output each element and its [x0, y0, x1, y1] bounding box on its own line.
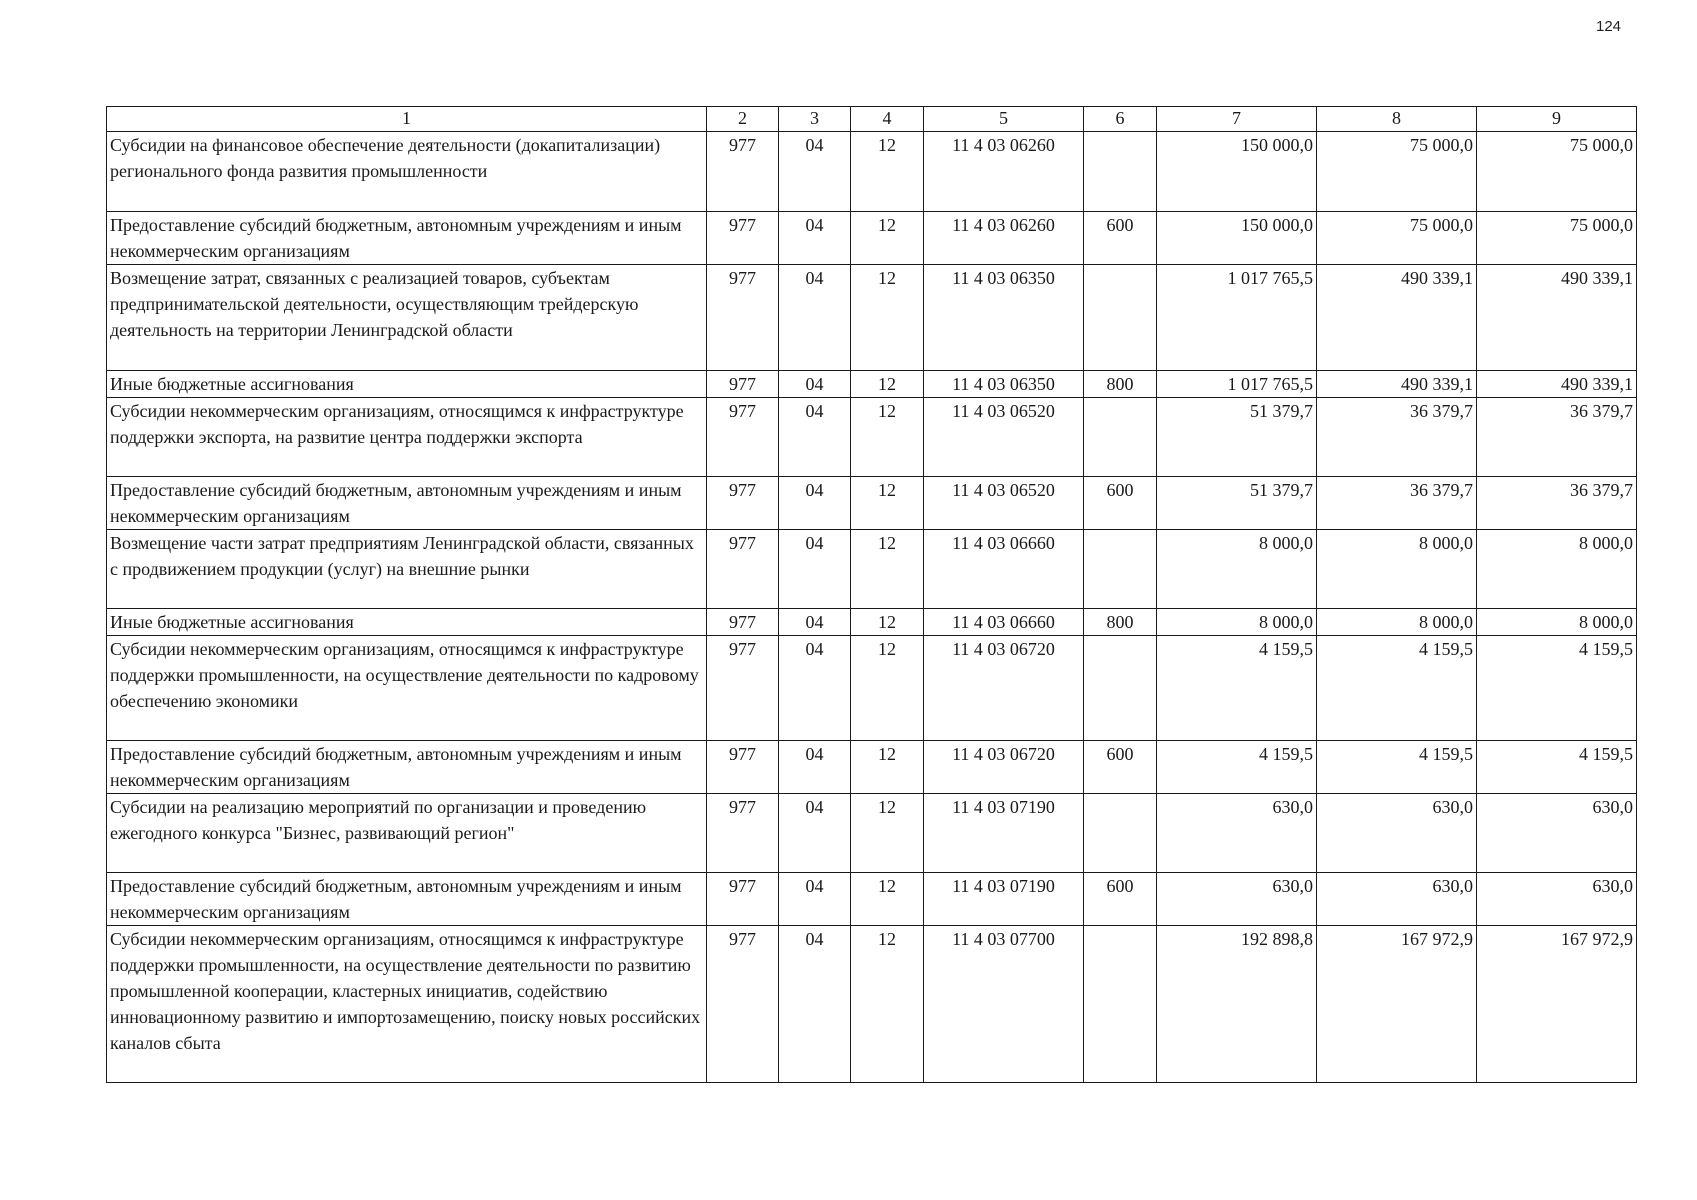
column-header: 1	[107, 107, 707, 132]
row-expense-type	[1084, 530, 1157, 609]
row-target-code: 11 4 03 06350	[924, 265, 1084, 371]
row-ministry-code: 977	[707, 132, 779, 212]
row-expense-type	[1084, 398, 1157, 477]
row-target-code: 11 4 03 06260	[924, 132, 1084, 212]
row-target-code: 11 4 03 06350	[924, 371, 1084, 398]
row-section-code: 04	[779, 794, 851, 873]
column-header: 6	[1084, 107, 1157, 132]
row-amount-col8: 36 379,7	[1317, 398, 1477, 477]
table-row	[107, 212, 1637, 265]
row-amount-col8: 8 000,0	[1317, 609, 1477, 636]
row-amount-col9: 490 339,1	[1477, 371, 1637, 398]
row-amount-col8: 490 339,1	[1317, 265, 1477, 371]
row-target-code: 11 4 03 06660	[924, 530, 1084, 609]
row-section-code: 04	[779, 636, 851, 741]
row-section-code: 04	[779, 477, 851, 530]
row-amount-col9: 36 379,7	[1477, 477, 1637, 530]
row-subsection-code: 12	[851, 477, 924, 530]
row-expense-type: 600	[1084, 741, 1157, 794]
row-amount-col7: 1 017 765,5	[1157, 265, 1317, 371]
row-description: Возмещение затрат, связанных с реализацией товаров, субъектам предпринимательской деятельности, осуществляющим трейдерскую деятельность на территории Ленинградской области	[107, 265, 707, 371]
row-target-code: 11 4 03 06720	[924, 636, 1084, 741]
row-ministry-code: 977	[707, 794, 779, 873]
row-subsection-code: 12	[851, 265, 924, 371]
row-amount-col9: 630,0	[1477, 873, 1637, 926]
row-amount-col7: 51 379,7	[1157, 398, 1317, 477]
row-amount-col7: 1 017 765,5	[1157, 371, 1317, 398]
row-subsection-code: 12	[851, 530, 924, 609]
row-expense-type	[1084, 265, 1157, 371]
row-amount-col8: 36 379,7	[1317, 477, 1477, 530]
row-subsection-code: 12	[851, 132, 924, 212]
row-subsection-code: 12	[851, 398, 924, 477]
row-amount-col8: 630,0	[1317, 873, 1477, 926]
row-expense-type	[1084, 636, 1157, 741]
row-amount-col8: 630,0	[1317, 794, 1477, 873]
row-description: Субсидии некоммерческим организациям, относящимся к инфраструктуре поддержки экспорта, на развитие центра поддержки экспорта	[107, 398, 707, 477]
table-row	[107, 371, 1637, 398]
row-amount-col8: 167 972,9	[1317, 926, 1477, 1083]
row-section-code: 04	[779, 132, 851, 212]
row-expense-type	[1084, 794, 1157, 873]
row-ministry-code: 977	[707, 398, 779, 477]
table-row	[107, 794, 1637, 873]
row-amount-col8: 490 339,1	[1317, 371, 1477, 398]
table-row	[107, 530, 1637, 609]
row-amount-col7: 8 000,0	[1157, 530, 1317, 609]
page-number: 124	[1596, 18, 1622, 35]
row-section-code: 04	[779, 530, 851, 609]
row-amount-col7: 192 898,8	[1157, 926, 1317, 1083]
column-header: 5	[924, 107, 1084, 132]
row-expense-type: 600	[1084, 212, 1157, 265]
row-ministry-code: 977	[707, 741, 779, 794]
row-description: Иные бюджетные ассигнования	[107, 371, 707, 398]
row-ministry-code: 977	[707, 212, 779, 265]
row-amount-col8: 75 000,0	[1317, 212, 1477, 265]
row-description: Предоставление субсидий бюджетным, автономным учреждениям и иным некоммерческим организациям	[107, 873, 707, 926]
row-expense-type: 800	[1084, 609, 1157, 636]
row-subsection-code: 12	[851, 794, 924, 873]
row-subsection-code: 12	[851, 212, 924, 265]
row-ministry-code: 977	[707, 609, 779, 636]
row-amount-col8: 75 000,0	[1317, 132, 1477, 212]
row-target-code: 11 4 03 07700	[924, 926, 1084, 1083]
row-section-code: 04	[779, 741, 851, 794]
row-ministry-code: 977	[707, 477, 779, 530]
row-amount-col8: 4 159,5	[1317, 636, 1477, 741]
table-row	[107, 398, 1637, 477]
row-target-code: 11 4 03 07190	[924, 873, 1084, 926]
row-section-code: 04	[779, 609, 851, 636]
row-ministry-code: 977	[707, 530, 779, 609]
header-row	[107, 107, 1637, 132]
row-ministry-code: 977	[707, 926, 779, 1083]
row-subsection-code: 12	[851, 636, 924, 741]
row-target-code: 11 4 03 06520	[924, 477, 1084, 530]
row-subsection-code: 12	[851, 371, 924, 398]
column-header: 2	[707, 107, 779, 132]
row-amount-col7: 51 379,7	[1157, 477, 1317, 530]
row-section-code: 04	[779, 926, 851, 1083]
row-amount-col9: 490 339,1	[1477, 265, 1637, 371]
row-amount-col9: 8 000,0	[1477, 530, 1637, 609]
row-section-code: 04	[779, 873, 851, 926]
table-row	[107, 636, 1637, 741]
row-amount-col7: 4 159,5	[1157, 741, 1317, 794]
table-row	[107, 132, 1637, 212]
row-subsection-code: 12	[851, 609, 924, 636]
row-section-code: 04	[779, 265, 851, 371]
row-section-code: 04	[779, 371, 851, 398]
row-expense-type	[1084, 132, 1157, 212]
row-amount-col9: 8 000,0	[1477, 609, 1637, 636]
row-amount-col7: 150 000,0	[1157, 132, 1317, 212]
table-row	[107, 873, 1637, 926]
row-amount-col8: 4 159,5	[1317, 741, 1477, 794]
row-ministry-code: 977	[707, 873, 779, 926]
column-header: 4	[851, 107, 924, 132]
row-target-code: 11 4 03 06260	[924, 212, 1084, 265]
row-ministry-code: 977	[707, 371, 779, 398]
row-target-code: 11 4 03 06720	[924, 741, 1084, 794]
row-description: Субсидии на реализацию мероприятий по организации и проведению ежегодного конкурса "Бизнес, развивающий регион"	[107, 794, 707, 873]
row-subsection-code: 12	[851, 741, 924, 794]
column-header: 3	[779, 107, 851, 132]
row-description: Предоставление субсидий бюджетным, автономным учреждениям и иным некоммерческим организациям	[107, 212, 707, 265]
table-row	[107, 741, 1637, 794]
row-amount-col9: 167 972,9	[1477, 926, 1637, 1083]
row-amount-col9: 4 159,5	[1477, 741, 1637, 794]
row-amount-col7: 8 000,0	[1157, 609, 1317, 636]
row-description: Субсидии некоммерческим организациям, относящимся к инфраструктуре поддержки промышленности, на осуществление деятельности по развитию промышленной кооперации, кластерных инициатив, содействию инновационному развитию и импортозамещению, поиску новых российских каналов сбыта	[107, 926, 707, 1083]
row-expense-type: 600	[1084, 477, 1157, 530]
budget-table	[106, 106, 1637, 1083]
row-expense-type: 800	[1084, 371, 1157, 398]
row-section-code: 04	[779, 398, 851, 477]
column-header: 7	[1157, 107, 1317, 132]
row-description: Предоставление субсидий бюджетным, автономным учреждениям и иным некоммерческим организациям	[107, 741, 707, 794]
row-subsection-code: 12	[851, 873, 924, 926]
row-amount-col7: 630,0	[1157, 873, 1317, 926]
row-target-code: 11 4 03 06660	[924, 609, 1084, 636]
column-header: 9	[1477, 107, 1637, 132]
table-row	[107, 926, 1637, 1083]
row-amount-col7: 630,0	[1157, 794, 1317, 873]
row-subsection-code: 12	[851, 926, 924, 1083]
row-amount-col7: 4 159,5	[1157, 636, 1317, 741]
row-amount-col8: 8 000,0	[1317, 530, 1477, 609]
row-description: Иные бюджетные ассигнования	[107, 609, 707, 636]
row-amount-col9: 75 000,0	[1477, 212, 1637, 265]
row-description: Субсидии некоммерческим организациям, относящимся к инфраструктуре поддержки промышленности, на осуществление деятельности по кадровому обеспечению экономики	[107, 636, 707, 741]
row-description: Субсидии на финансовое обеспечение деятельности (докапитализации) регионального фонда развития промышленности	[107, 132, 707, 212]
row-target-code: 11 4 03 07190	[924, 794, 1084, 873]
table-row	[107, 477, 1637, 530]
column-header: 8	[1317, 107, 1477, 132]
row-description: Возмещение части затрат предприятиям Ленинградской области, связанных с продвижением продукции (услуг) на внешние рынки	[107, 530, 707, 609]
row-amount-col9: 36 379,7	[1477, 398, 1637, 477]
row-amount-col9: 4 159,5	[1477, 636, 1637, 741]
row-amount-col9: 630,0	[1477, 794, 1637, 873]
row-ministry-code: 977	[707, 265, 779, 371]
row-section-code: 04	[779, 212, 851, 265]
row-expense-type: 600	[1084, 873, 1157, 926]
table-row	[107, 609, 1637, 636]
row-expense-type	[1084, 926, 1157, 1083]
row-amount-col9: 75 000,0	[1477, 132, 1637, 212]
table-row	[107, 265, 1637, 371]
row-ministry-code: 977	[707, 636, 779, 741]
row-description: Предоставление субсидий бюджетным, автономным учреждениям и иным некоммерческим организациям	[107, 477, 707, 530]
row-target-code: 11 4 03 06520	[924, 398, 1084, 477]
row-amount-col7: 150 000,0	[1157, 212, 1317, 265]
